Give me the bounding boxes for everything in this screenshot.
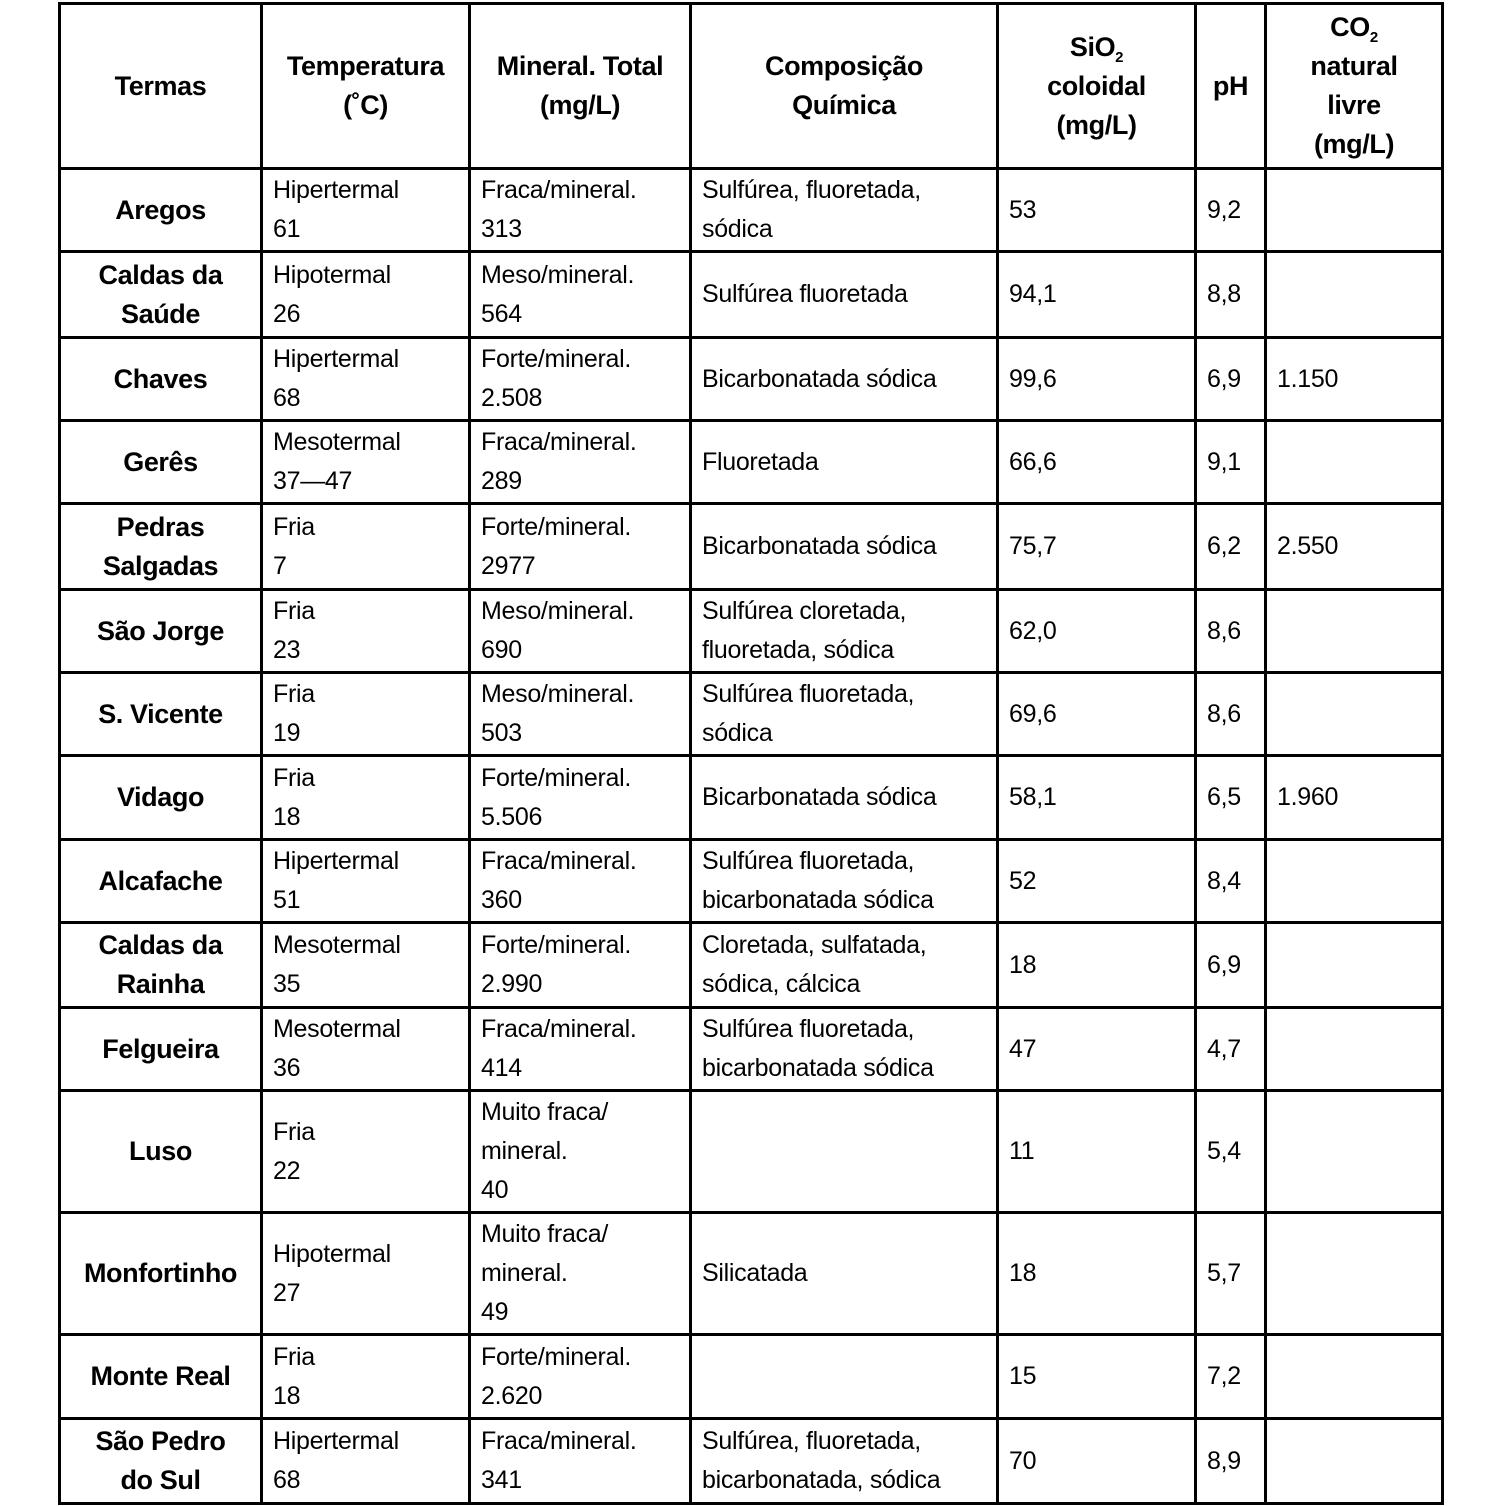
cell-mineral-total: Forte/mineral. 2.620 <box>470 1335 691 1419</box>
cell-sio2: 58,1 <box>998 756 1196 840</box>
cell-ph: 8,6 <box>1196 590 1266 673</box>
cell-mineral-total: Fraca/mineral. 360 <box>470 840 691 923</box>
table-row <box>60 1091 1443 1213</box>
table-row <box>60 756 1443 840</box>
cell-composicao: Bicarbonatada sódica <box>691 504 998 590</box>
cell-co2 <box>1266 1213 1443 1335</box>
cell-composicao: Sulfúrea fluoretada, sódica <box>691 673 998 756</box>
cell-composicao: Bicarbonatada sódica <box>691 756 998 840</box>
cell-co2 <box>1266 840 1443 923</box>
table-row <box>60 1419 1443 1504</box>
cell-ph: 9,1 <box>1196 421 1266 504</box>
cell-co2 <box>1266 1419 1443 1504</box>
cell-ph: 5,7 <box>1196 1213 1266 1335</box>
cell-temperatura: Fria 7 <box>262 504 470 590</box>
cell-termas: Gerês <box>60 421 262 504</box>
cell-termas: Monfortinho <box>60 1213 262 1335</box>
cell-temperatura: Fria 18 <box>262 1335 470 1419</box>
cell-mineral-total: Muito fraca/ mineral. 49 <box>470 1213 691 1335</box>
table-row <box>60 421 1443 504</box>
cell-termas: Alcafache <box>60 840 262 923</box>
table-row <box>60 673 1443 756</box>
cell-mineral-total: Muito fraca/ mineral. 40 <box>470 1091 691 1213</box>
cell-co2 <box>1266 923 1443 1008</box>
cell-temperatura: Hipertermal 51 <box>262 840 470 923</box>
cell-ph: 8,9 <box>1196 1419 1266 1504</box>
cell-sio2: 66,6 <box>998 421 1196 504</box>
cell-termas: Vidago <box>60 756 262 840</box>
cell-temperatura: Mesotermal 35 <box>262 923 470 1008</box>
cell-termas: Monte Real <box>60 1335 262 1419</box>
cell-temperatura: Hipotermal 26 <box>262 252 470 338</box>
header-temperatura: Temperatura (˚C) <box>262 4 470 169</box>
cell-ph: 6,9 <box>1196 338 1266 421</box>
cell-termas: São Pedro do Sul <box>60 1419 262 1504</box>
cell-sio2: 94,1 <box>998 252 1196 338</box>
cell-co2: 2.550 <box>1266 504 1443 590</box>
cell-co2 <box>1266 1008 1443 1091</box>
table-row <box>60 338 1443 421</box>
cell-mineral-total: Meso/mineral. 690 <box>470 590 691 673</box>
table-row <box>60 169 1443 252</box>
header-composicao: Composição Química <box>691 4 998 169</box>
table-row <box>60 1213 1443 1335</box>
cell-ph: 5,4 <box>1196 1091 1266 1213</box>
cell-mineral-total: Forte/mineral. 2.508 <box>470 338 691 421</box>
cell-mineral-total: Forte/mineral. 2977 <box>470 504 691 590</box>
cell-termas: Caldas da Saúde <box>60 252 262 338</box>
cell-co2 <box>1266 252 1443 338</box>
cell-composicao: Fluoretada <box>691 421 998 504</box>
header-ph: pH <box>1196 4 1266 169</box>
cell-temperatura: Hipertermal 61 <box>262 169 470 252</box>
cell-sio2: 18 <box>998 1213 1196 1335</box>
cell-composicao <box>691 1091 998 1213</box>
cell-composicao: Silicatada <box>691 1213 998 1335</box>
cell-sio2: 99,6 <box>998 338 1196 421</box>
cell-sio2: 62,0 <box>998 590 1196 673</box>
cell-temperatura: Fria 19 <box>262 673 470 756</box>
cell-sio2: 75,7 <box>998 504 1196 590</box>
cell-mineral-total: Fraca/mineral. 289 <box>470 421 691 504</box>
cell-co2: 1.960 <box>1266 756 1443 840</box>
cell-mineral-total: Meso/mineral. 503 <box>470 673 691 756</box>
cell-ph: 8,8 <box>1196 252 1266 338</box>
cell-termas: Pedras Salgadas <box>60 504 262 590</box>
cell-termas: Caldas da Rainha <box>60 923 262 1008</box>
table-body <box>60 169 1443 1504</box>
sio2-formula: SiO$_2$ <box>1069 31 1124 66</box>
cell-mineral-total: Fraca/mineral. 313 <box>470 169 691 252</box>
cell-sio2: 52 <box>998 840 1196 923</box>
cell-composicao: Bicarbonatada sódica <box>691 338 998 421</box>
table-row <box>60 590 1443 673</box>
cell-co2 <box>1266 590 1443 673</box>
cell-mineral-total: Fraca/mineral. 414 <box>470 1008 691 1091</box>
header-co2: $CO_2$ natural livre (mg/L) <box>1266 4 1443 169</box>
cell-ph: 4,7 <box>1196 1008 1266 1091</box>
table-row <box>60 504 1443 590</box>
cell-sio2: 18 <box>998 923 1196 1008</box>
cell-ph: 7,2 <box>1196 1335 1266 1419</box>
cell-co2 <box>1266 169 1443 252</box>
cell-temperatura: Fria 18 <box>262 756 470 840</box>
cell-termas: Luso <box>60 1091 262 1213</box>
cell-ph: 8,6 <box>1196 673 1266 756</box>
cell-composicao: Cloretada, sulfatada, sódica, cálcica <box>691 923 998 1008</box>
cell-termas: Aregos <box>60 169 262 252</box>
table-row <box>60 1335 1443 1419</box>
cell-ph: 6,9 <box>1196 923 1266 1008</box>
cell-ph: 9,2 <box>1196 169 1266 252</box>
table-row <box>60 252 1443 338</box>
cell-sio2: 15 <box>998 1335 1196 1419</box>
cell-sio2: 69,6 <box>998 673 1196 756</box>
cell-sio2: 53 <box>998 169 1196 252</box>
cell-ph: 6,5 <box>1196 756 1266 840</box>
cell-mineral-total: Forte/mineral. 2.990 <box>470 923 691 1008</box>
cell-temperatura: Hipertermal 68 <box>262 1419 470 1504</box>
cell-composicao <box>691 1335 998 1419</box>
cell-temperatura: Mesotermal 37—47 <box>262 421 470 504</box>
header-sio2: SiO$_2$ coloidal (mg/L) <box>998 4 1196 169</box>
cell-mineral-total: Fraca/mineral. 341 <box>470 1419 691 1504</box>
cell-ph: 6,2 <box>1196 504 1266 590</box>
cell-composicao: Sulfúrea fluoretada, bicarbonatada sódica <box>691 840 998 923</box>
cell-co2 <box>1266 673 1443 756</box>
header-termas: Termas <box>60 4 262 169</box>
cell-termas: S. Vicente <box>60 673 262 756</box>
cell-temperatura: Fria 22 <box>262 1091 470 1213</box>
cell-mineral-total: Meso/mineral. 564 <box>470 252 691 338</box>
cell-temperatura: Mesotermal 36 <box>262 1008 470 1091</box>
cell-composicao: Sulfúrea fluoretada, bicarbonatada sódica <box>691 1008 998 1091</box>
cell-sio2: 11 <box>998 1091 1196 1213</box>
cell-temperatura: Hipertermal 68 <box>262 338 470 421</box>
cell-co2 <box>1266 1335 1443 1419</box>
cell-co2: 1.150 <box>1266 338 1443 421</box>
cell-temperatura: Fria 23 <box>262 590 470 673</box>
table-row <box>60 1008 1443 1091</box>
cell-mineral-total: Forte/mineral. 5.506 <box>470 756 691 840</box>
cell-composicao: Sulfúrea cloretada, fluoretada, sódica <box>691 590 998 673</box>
cell-co2 <box>1266 421 1443 504</box>
cell-ph: 8,4 <box>1196 840 1266 923</box>
table-row <box>60 840 1443 923</box>
cell-sio2: 70 <box>998 1419 1196 1504</box>
cell-termas: Felgueira <box>60 1008 262 1091</box>
table-row <box>60 923 1443 1008</box>
cell-composicao: Sulfúrea fluoretada <box>691 252 998 338</box>
cell-termas: Chaves <box>60 338 262 421</box>
header-mineral-total: Mineral. Total (mg/L) <box>470 4 691 169</box>
cell-sio2: 47 <box>998 1008 1196 1091</box>
cell-co2 <box>1266 1091 1443 1213</box>
thermal-springs-table <box>58 2 1444 1505</box>
cell-composicao: Sulfúrea, fluoretada, bicarbonatada, sódica <box>691 1419 998 1504</box>
cell-termas: São Jorge <box>60 590 262 673</box>
co2-formula: $CO_2$ <box>1330 12 1378 46</box>
cell-temperatura: Hipotermal 27 <box>262 1213 470 1335</box>
header-row <box>60 4 1443 169</box>
cell-composicao: Sulfúrea, fluoretada, sódica <box>691 169 998 252</box>
